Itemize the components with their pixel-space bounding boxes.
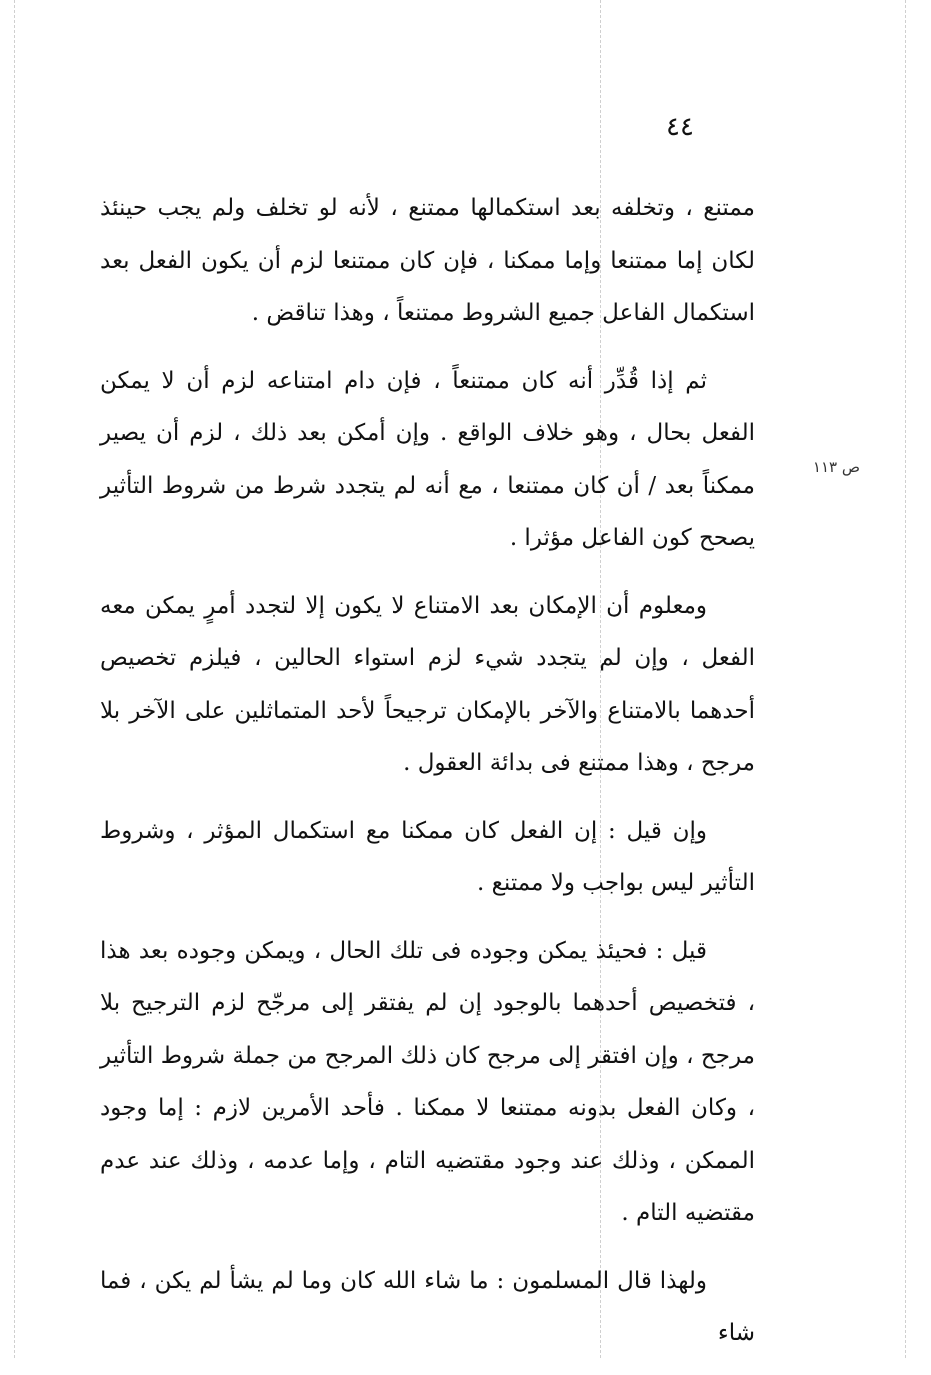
- paragraph: قيل : فحيئذ يمكن وجوده فى تلك الحال ، ويمكن وجوده بعد هذا ، فتخصيص أحدهما بالوجود إن لم يفتقر إلى مرجّح لزم الترجيح بلا مرجح ، وإن افتقر إلى مرجح كان ذلك المرجح من جملة شروط التأثير ، وكان الفعل بدونه ممتنعا لا ممكنا . فأحد الأمرين لازم : إما وجود الممكن ، وذلك عند وجود مقتضيه التام ، وإما عدمه ، وذلك عند عدم مقتضيه التام .: [100, 937, 755, 1226]
- scan-guide-line: [14, 0, 15, 1358]
- page-number: ٤٤: [666, 112, 694, 142]
- paragraph: وإن قيل : إن الفعل كان ممكنا مع استكمال المؤثر ، وشروط التأثير ليس بواجب ولا ممتنع .: [100, 817, 755, 896]
- paragraph: ممتنع ، وتخلفه بعد استكمالها ممتنع ، لأنه لو تخلف ولم يجب حينئذ لكان إما ممتنعا وإما ممكنا ، فإن كان ممتنعا لزم أن يكون الفعل بعد استكمال الفاعل جميع الشروط ممتنعاً ، وهذا تناقض .: [100, 195, 755, 326]
- scan-guide-line: [905, 0, 906, 1358]
- margin-page-reference: ص ١١٣: [812, 458, 860, 476]
- paragraph: ثم إذا قُدِّر أنه كان ممتنعاً ، فإن دام امتناعه لزم أن لا يمكن الفعل بحال ، وهو خلاف الواقع . وإن أمكن بعد ذلك ، لزم أن يصير ممكناً بعد / أن كان ممتنعا ، مع أنه لم يتجدد شرط من شروط التأثير يصحح كون الفاعل مؤثرا .: [100, 367, 755, 551]
- body-text: [100, 182, 755, 1375]
- paragraph: ولهذا قال المسلمون : ما شاء الله كان وما لم يشأ لم يكن ، فما شاء: [100, 1267, 755, 1346]
- paragraph: ومعلوم أن الإمكان بعد الامتناع لا يكون إلا لتجدد أمرٍ يمكن معه الفعل ، وإن لم يتجدد شيء لزم استواء الحالين ، فيلزم تخصيص أحدهما بالامتناع والآخر بالإمكان ترجيحاً لأحد المتماثلين على الآخر بلا مرجح ، وهذا ممتنع فى بدائة العقول .: [100, 592, 755, 776]
